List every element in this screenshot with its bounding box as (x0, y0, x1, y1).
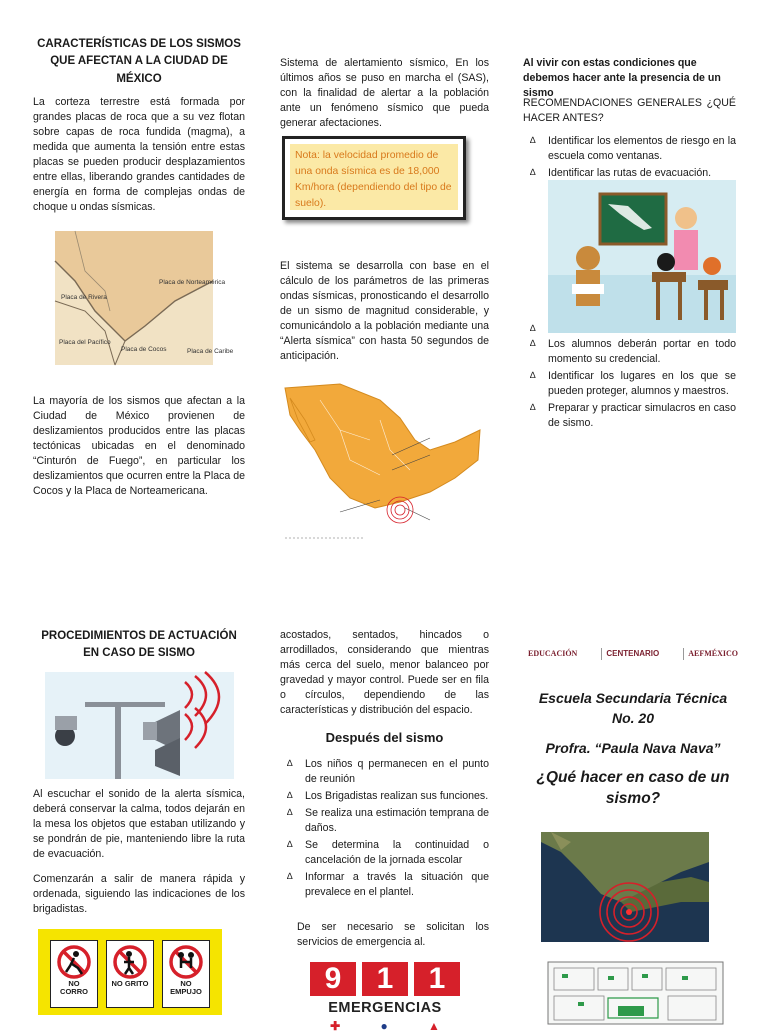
map-label-north-america: Placa de Norteamérica (159, 279, 226, 286)
list-item: ∆ Informar a través la situación que prevalece en el plantel. (280, 870, 489, 900)
section-title-characteristics: CARACTERÍSTICAS DE LOS SISMOS QUE AFECTAN A LA CIUDAD DE MÉXICO (37, 38, 241, 85)
classroom-illustration (548, 180, 736, 333)
classroom-graphic (548, 180, 736, 333)
list-item: ∆ Identificar las rutas de evacuación. (523, 166, 736, 181)
para-emergency-services: De ser necesario se solicitan los servicios de emergencia al. (297, 921, 489, 949)
police-icon: ● (380, 1018, 388, 1033)
map-label-pacifico: Placa del Pacífico (59, 339, 111, 346)
col3-subheading: RECOMENDACIONES GENERALES ¿QUÉ HACER ANTES? (523, 97, 736, 125)
tectonic-plates-map (55, 231, 234, 365)
emergency-icons-row (310, 1020, 460, 1032)
para-alert-system: Sistema de alertamiento sísmico, En los últimos años se puso en marcha el (SAS), con la finalidad de alertar a la población ante un fenómeno sísmico que pueda generar afectaciones. (280, 57, 489, 130)
para-ring-of-fire: La mayoría de los sismos que afectan a la Ciudad de México provienen de deslizamientos producidos entre las placas tectónicas ubicadas en el denominado “Cinturón de Fuego”, en particular los deslizamientos que ocurren entre la Placa de Cocos y la Placa de Norteamericana. (33, 395, 245, 498)
sign-label: NO EMPUJO (170, 979, 202, 996)
sign-no-run (50, 940, 98, 1008)
logo-educacion: EDUCACIÓN (528, 649, 578, 659)
emergency-number-row (310, 962, 460, 996)
tectonic-map-graphic (55, 231, 234, 365)
evacuation-plan-graphic (548, 962, 723, 1024)
col-characteristics (33, 36, 245, 88)
list-item: ∆ Preparar y practicar simulacros en caso de sismo. (523, 401, 736, 431)
logo-centenario: CENTENARIO (601, 648, 659, 659)
earthquake-map-image (541, 832, 709, 942)
mexico-alert-map-graphic (280, 380, 488, 540)
red-cross-icon: ✚ (330, 1018, 341, 1033)
section-title-procedures: PROCEDIMIENTOS DE ACTUACIÓN EN CASO DE SISMO (41, 630, 237, 660)
para-tectonic-crust: La corteza terrestre está formada por grandes placas de roca que a su vez flotan sobre capas de roca fundida (magma), a medida que aumenta la tensión entre estas placas se pueden producir desplazamientos entre ellas, liberando grandes cantidades de energía en forma de complejas ondas de choque u ondas sísmicas. (33, 96, 245, 214)
evacuation-plan-image (548, 962, 723, 1024)
after-quake-heading: Después del sismo (325, 730, 444, 745)
no-run-icon (56, 944, 92, 980)
map-label-rivera: Placa de Rivera (61, 294, 107, 301)
list-item: ∆ Los niños q permanecen en el punto de reunión (280, 757, 489, 787)
list-item: ∆ Se realiza una estimación temprana de daños. (280, 806, 489, 836)
list-item: ∆ Los Brigadistas realizan sus funciones. (280, 789, 489, 804)
map-label-caribe: Placa de Caribe (187, 348, 234, 355)
map-label-cocos: Placa de Cocos (121, 346, 167, 353)
no-shout-icon (112, 944, 148, 980)
alert-speaker-graphic (45, 672, 234, 779)
list-item-empty (523, 322, 736, 337)
earthquake-map-graphic (541, 832, 709, 942)
school-name: Escuela Secundaria Técnica No. 20 (538, 690, 728, 727)
digit-1b: 1 (414, 962, 460, 996)
teacher-name: Profra. “Paula Nava Nava” (545, 740, 721, 756)
emergency-label: EMERGENCIAS (328, 1000, 442, 1016)
after-quake-bullets (280, 757, 489, 902)
rules-signs-row (50, 940, 210, 1008)
list-item: ∆ Identificar los lugares en los que se pueden proteger, alumnos y maestros. (523, 369, 736, 399)
alert-speaker-image (45, 672, 234, 779)
emergency-911-logo (310, 962, 460, 1033)
para-positions: acostados, sentados, hincados o arrodillados, considerando que mientras más cerca del suelo, menor balanceo por gravedad y mayor control. Puede ser en fila o círculos, dependiendo de las características y distribución del espacio. (280, 629, 489, 717)
list-item: ∆ Los alumnos deberán portar en todo momento su credencial. (523, 337, 736, 367)
para-alert-calculation: El sistema se desarrolla con base en el cálculo de los parámetros de las primeras ondas sísmicas, pronosticando el desarrollo de un sismo de magnitud considerable, y comunicándolo a la población mediante una “Alerta sísmica” con hasta 50 segundos de anticipación. (280, 260, 489, 363)
digit-1a: 1 (362, 962, 408, 996)
before-bullets-b (523, 322, 736, 433)
para-hear-alert: Al escuchar el sonido de la alerta sísmica, deberá conservar la calma, todos dejarán en la mesa los objetos que estaban utilizando y se pondrán de pie, manteniendo libre la ruta de evacuación. (33, 788, 245, 861)
mexico-alert-map (280, 380, 488, 540)
col3-heading: Al vivir con estas condiciones que debemos hacer ante la presencia de un sismo (523, 57, 721, 100)
logo-aef: AEFMÉXICO (683, 648, 738, 659)
sign-label: NO CORRO (60, 979, 88, 996)
list-item: ∆ Identificar los elementos de riesgo en la escuela como ventanas. (523, 134, 736, 164)
speed-note-text: Nota: la velocidad promedio de una onda sísmica es de 18,000 Km/hora (dependiendo del tipo de suelo). (290, 144, 458, 210)
speed-note-box (282, 136, 466, 220)
brochure-question-title: ¿Qué hacer en caso de un sismo? (536, 769, 730, 807)
fire-icon: ▲ (427, 1018, 440, 1033)
para-evacuate: Comenzarán a salir de manera rápida y ordenada, siguiendo las indicaciones de los brigadistas. (33, 873, 245, 916)
sign-no-push (162, 940, 210, 1008)
before-bullets-a (523, 134, 736, 183)
no-push-icon (168, 944, 204, 980)
col-procedures (33, 628, 245, 663)
sign-no-shout (106, 940, 154, 1008)
sign-label: NO GRITO (111, 979, 149, 988)
list-item: ∆ Se determina la continuidad o cancelación de la jornada escolar (280, 838, 489, 868)
digit-9: 9 (310, 962, 356, 996)
institution-logos (528, 642, 738, 666)
rules-signs-panel (38, 929, 222, 1015)
